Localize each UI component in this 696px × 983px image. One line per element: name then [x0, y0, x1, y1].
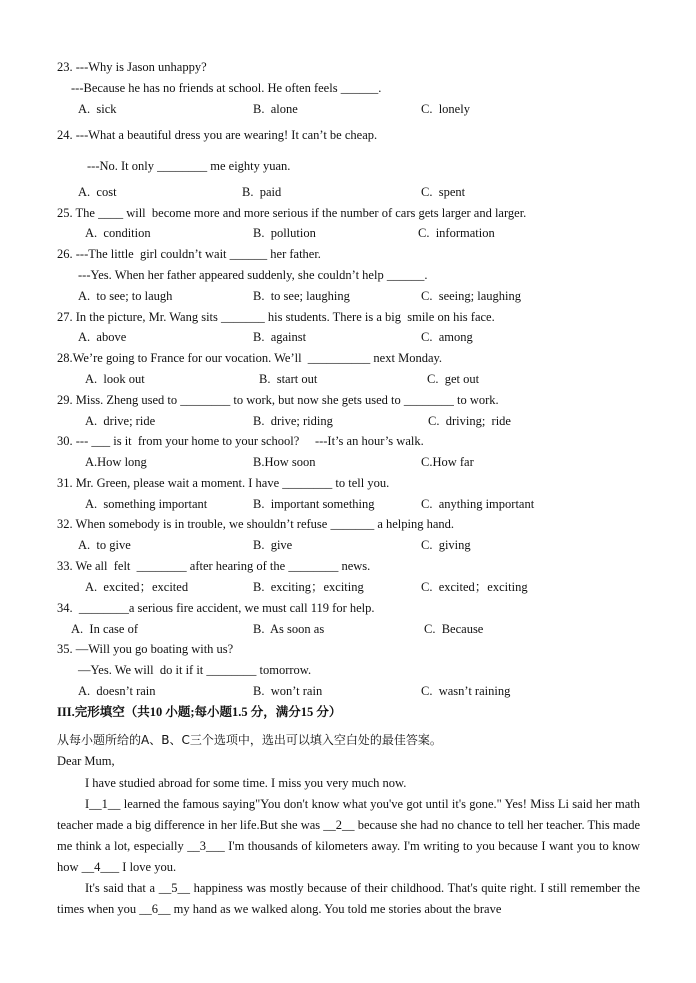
option-30-c[interactable]: C.How far	[421, 455, 474, 469]
option-25-b[interactable]: B. pollution	[253, 226, 316, 240]
letter-paragraph-1: I have studied abroad for some time. I miss you very much now.	[85, 776, 407, 790]
option-32-a[interactable]: A. to give	[78, 538, 131, 552]
option-24-c[interactable]: C. spent	[421, 185, 466, 199]
option-28-c[interactable]: C. get out	[427, 372, 480, 386]
option-24-b[interactable]: B. paid	[242, 185, 282, 199]
option-31-b[interactable]: B. important something	[253, 497, 375, 511]
question-31: 31. Mr. Green, please wait a moment. I have ________ to tell you.	[57, 476, 390, 490]
option-27-a[interactable]: A. above	[78, 330, 127, 344]
option-26-a[interactable]: A. to see; to laugh	[78, 289, 173, 303]
question-29: 29. Miss. Zheng used to ________ to work, but now she gets used to ________ to work.	[57, 393, 499, 407]
option-29-b[interactable]: B. drive; riding	[253, 414, 333, 428]
question-34: 34. ________a serious fire accident, we must call 119 for help.	[57, 601, 375, 615]
option-33-b[interactable]: B. exciting；exciting	[253, 580, 364, 594]
question-27: 27. In the picture, Mr. Wang sits _______ his students. There is a big smile on his face.	[57, 310, 495, 324]
option-24-a[interactable]: A. cost	[78, 185, 117, 199]
option-34-a[interactable]: A. In case of	[71, 622, 138, 636]
question-32: 32. When somebody is in trouble, we shouldn’t refuse _______ a helping hand.	[57, 517, 455, 531]
option-27-b[interactable]: B. against	[253, 330, 307, 344]
letter-salutation: Dear Mum,	[57, 754, 115, 768]
option-26-b[interactable]: B. to see; laughing	[253, 289, 350, 303]
question-33: 33. We all felt ________ after hearing of the ________ news.	[57, 559, 371, 573]
option-35-b[interactable]: B. won’t rain	[253, 684, 323, 698]
option-30-a[interactable]: A.How long	[85, 455, 147, 469]
option-28-a[interactable]: A. look out	[85, 372, 145, 386]
section-heading: III.完形填空（共10 小题;每小题1.5 分，满分15 分）	[57, 705, 342, 719]
option-35-a[interactable]: A. doesn’t rain	[78, 684, 156, 698]
option-34-c[interactable]: C. Because	[424, 622, 484, 636]
letter-paragraph-2: I__1__ learned the famous saying"You don't know what you've got until it's gone." Yes! Miss Li said her math teacher made a big difference in her life.But she was __2__ because she had no chance to tell her teacher. This made me think a lot, especially __3___ I'm thousands of kilometers away. I'm writing to you because I want you to know how __4___ I love you.	[57, 797, 640, 874]
option-23-c[interactable]: C. lonely	[421, 102, 470, 116]
option-26-c[interactable]: C. seeing; laughing	[421, 289, 521, 303]
option-32-b[interactable]: B. give	[253, 538, 293, 552]
question-30: 30. --- ___ is it from your home to your school? ---It’s an hour’s walk.	[57, 434, 424, 448]
option-33-a[interactable]: A. excited；excited	[85, 580, 189, 594]
option-32-c[interactable]: C. giving	[421, 538, 471, 552]
option-29-c[interactable]: C. driving; ride	[428, 414, 511, 428]
option-31-c[interactable]: C. anything important	[421, 497, 535, 511]
option-30-b[interactable]: B.How soon	[253, 455, 316, 469]
question-28: 28.We’re going to France for our vocation. We’ll __________ next Monday.	[57, 351, 443, 365]
option-29-a[interactable]: A. drive; ride	[85, 414, 156, 428]
question-24: 24. ---What a beautiful dress you are wearing! It can’t be cheap.	[57, 128, 378, 142]
option-23-b[interactable]: B. alone	[253, 102, 298, 116]
question-26: 26. ---The little girl couldn’t wait ______ her father.	[57, 247, 321, 261]
option-25-a[interactable]: A. condition	[85, 226, 151, 240]
question-24-line2: ---No. It only ________ me eighty yuan.	[87, 159, 291, 173]
question-35: 35. —Will you go boating with us?	[57, 642, 234, 656]
letter-paragraph-3: It's said that a __5__ happiness was mostly because of their childhood. That's quite right. I still remember the times when you __6__ my hand as we walked along. You told me stories about the brave	[57, 881, 640, 916]
option-34-b[interactable]: B. As soon as	[253, 622, 325, 636]
option-33-c[interactable]: C. excited；exciting	[421, 580, 528, 594]
option-35-c[interactable]: C. wasn’t raining	[421, 684, 511, 698]
question-23-line2: ---Because he has no friends at school. He often feels ______.	[71, 81, 382, 95]
question-25: 25. The ____ will become more and more serious if the number of cars gets larger and larger.	[57, 206, 527, 220]
question-23: 23. ---Why is Jason unhappy?	[57, 60, 207, 74]
option-25-c[interactable]: C. information	[418, 226, 495, 240]
option-31-a[interactable]: A. something important	[85, 497, 208, 511]
option-27-c[interactable]: C. among	[421, 330, 473, 344]
question-26-line2: ---Yes. When her father appeared suddenly, she couldn’t help ______.	[78, 268, 428, 282]
letter-body	[57, 773, 640, 920]
option-23-a[interactable]: A. sick	[78, 102, 117, 116]
option-28-b[interactable]: B. start out	[259, 372, 318, 386]
section-instruction: 从每小题所给的A、B、C三个选项中，选出可以填入空白处的最佳答案。	[57, 733, 442, 747]
question-35-line2: —Yes. We will do it if it ________ tomorrow.	[78, 663, 312, 677]
